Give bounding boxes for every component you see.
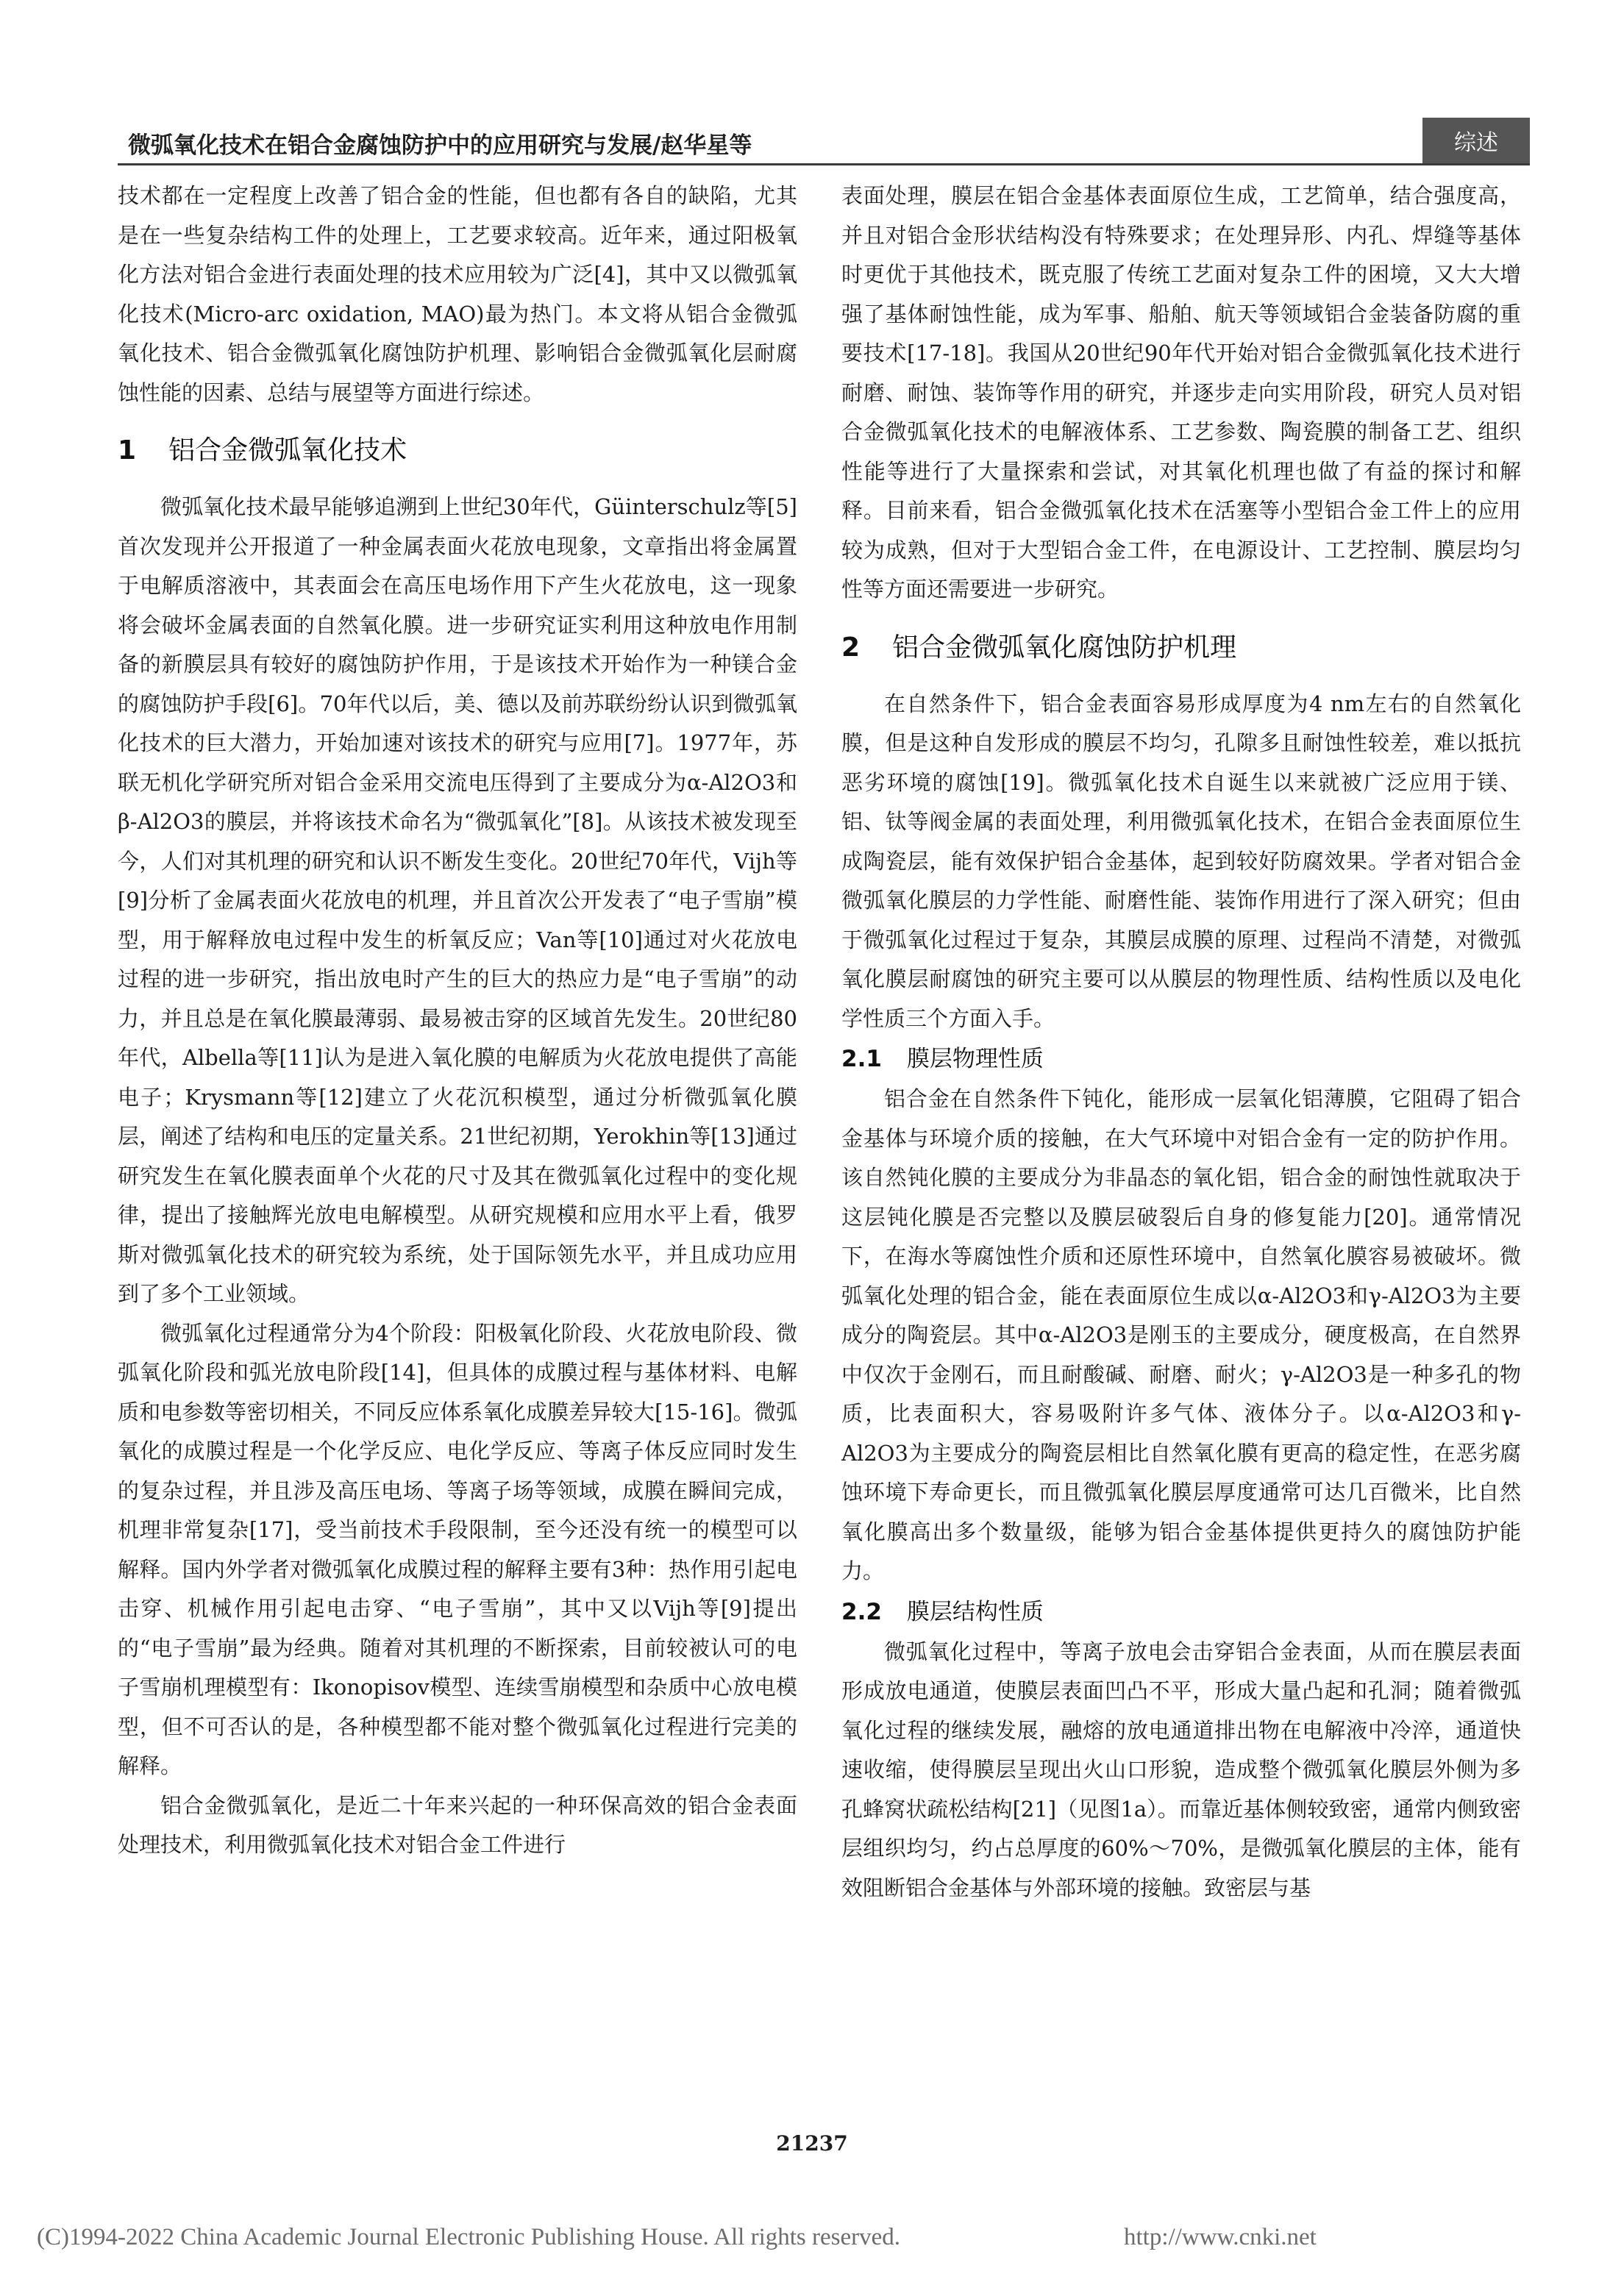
paragraph: 微弧氧化过程通常分为4个阶段：阳极氧化阶段、火花放电阶段、微弧氧化阶段和弧光放电阶段[14]，但具体的成膜过程与基体材料、电解质和电参数等密切相关，不同反应体系氧化成膜差异较大[15-16]。微弧氧化的成膜过程是一个化学反应、电化学反应、等离子体反应同时发生的复杂过程，并且涉及高压电场、等离子场等领域，成膜在瞬间完成，机理非常复杂[17]，受当前技术手段限制，至今还没有统一的模型可以解释。国内外学者对微弧氧化成膜过程的解释主要有3种：热作用引起电击穿、机械作用引起电击穿、“电子雪崩”，其中又以Vijh等[9]提出的“电子雪崩”最为经典。随着对其机理的不断探索，目前较被认可的电子雪崩机理模型有：Ikonopisov模型、连续雪崩模型和杂质中心放电模型，但不可否认的是，各种模型都不能对整个微弧氧化过程进行完美的解释。 bbox=[118, 1320, 797, 1778]
paragraph: 微弧氧化技术最早能够追溯到上世纪30年代，Güinterschulz等[5]首次发现并公开报道了一种金属表面火花放电现象，文章指出将金属置于电解质溶液中，其表面会在高压电场作用下产生火花放电，这一现象将会破坏金属表面的自然氧化膜。进一步研究证实利用这种放电作用制备的新膜层具有较好的腐蚀防护作用，于是该技术开始作为一种镁合金的腐蚀防护手段[6]。70年代以后，美、德以及前苏联纷纷认识到微弧氧化技术的巨大潜力，开始加速对该技术的研究与应用[7]。1977年，苏联无机化学研究所对铝合金采用交流电压得到了主要成分为α-Al2O3和β-Al2O3的膜层，并将该技术命名为“微弧氧化”[8]。从该技术被发现至今，人们对其机理的研究和认识不断发生变化。20世纪70年代，Vijh等[9]分析了金属表面火花放电的机理，并且首次公开发表了“电子雪崩”模型，用于解释放电过程中发生的析氧反应；Van等[10]通过对火花放电过程的进一步研究，指出放电时产生的巨大的热应力是“电子雪崩”的动力，并且总是在氧化膜最薄弱、最易被击穿的区域首先发生。20世纪80年代，Albella等[11]认为是进入氧化膜的电解质为火花放电提供了高能电子；Krysmann等[12]建立了火花沉积模型，通过分析微弧氧化膜层，阐述了结构和电压的定量关系。21世纪初期，Yerokhin等[13]通过研究发生在氧化膜表面单个火花的尺寸及其在微弧氧化过程中的变化规律，提出了接触辉光放电电解模型。从研究规模和应用水平上看，俄罗斯对微弧氧化技术的研究较为系统，处于国际领先水平，并且成功应用到了多个工业领域。 bbox=[118, 494, 797, 1306]
paragraph: 技术都在一定程度上改善了铝合金的性能，但也都有各自的缺陷，尤其是在一些复杂结构工件的处理上，工艺要求较高。近年来，通过阳极氧化方法对铝合金进行表面处理的技术应用较为广泛[4]，其中又以微弧氧化技术(Micro-arc oxidation, MAO)最为热门。本文将从铝合金微弧氧化技术、铝合金微弧氧化腐蚀防护机理、影响铝合金微弧氧化层耐腐蚀性能的因素、总结与展望等方面进行综述。 bbox=[118, 183, 797, 405]
page-number: 21237 bbox=[776, 2131, 848, 2156]
header-rule bbox=[118, 163, 1530, 165]
left-column bbox=[118, 177, 797, 1865]
right-column bbox=[841, 177, 1521, 1908]
subsection-number: 2.2 bbox=[841, 1598, 882, 1625]
subsection-title: 膜层结构性质 bbox=[906, 1598, 1044, 1625]
section-tag: 综述 bbox=[1422, 118, 1530, 163]
running-header-title: 微弧氧化技术在铝合金腐蚀防护中的应用研究与发展/赵华星等 bbox=[128, 132, 752, 159]
paragraph: 表面处理，膜层在铝合金基体表面原位生成，工艺简单，结合强度高，并且对铝合金形状结构没有特殊要求；在处理异形、内孔、焊缝等基体时更优于其他技术，既克服了传统工艺面对复杂工件的困境，又大大增强了基体耐蚀性能，成为军事、船舶、航天等领域铝合金装备防腐的重要技术[17-18]。我国从20世纪90年代开始对铝合金微弧氧化技术进行耐磨、耐蚀、装饰等作用的研究，并逐步走向实用阶段，研究人员对铝合金微弧氧化技术的电解液体系、工艺参数、陶瓷膜的制备工艺、组织性能等进行了大量探索和尝试，对其氧化机理也做了有益的探讨和解释。目前来看，铝合金微弧氧化技术在活塞等小型铝合金工件上的应用较为成熟，但对于大型铝合金工件，在电源设计、工艺控制、膜层均匀性等方面还需要进一步研究。 bbox=[841, 183, 1521, 602]
section-title: 铝合金微弧氧化技术 bbox=[168, 435, 407, 466]
section-heading-2 bbox=[841, 623, 1521, 673]
section-number: 1 bbox=[118, 435, 137, 466]
footer-copyright: (C)1994-2022 China Academic Journal Electronic Publishing House. All rights reserved. bbox=[37, 2224, 901, 2250]
paragraph: 铝合金在自然条件下钝化，能形成一层氧化铝薄膜，它阻碍了铝合金基体与环境介质的接触，在大气环境中对铝合金有一定的防护作用。该自然钝化膜的主要成分为非晶态的氧化铝，铝合金的耐蚀性就取决于这层钝化膜是否完整以及膜层破裂后自身的修复能力[20]。通常情况下，在海水等腐蚀性介质和还原性环境中，自然氧化膜容易被破坏。微弧氧化处理的铝合金，能在表面原位生成以α-Al2O3和γ-Al2O3为主要成分的陶瓷层。其中α-Al2O3是刚玉的主要成分，硬度极高，在自然界中仅次于金刚石，而且耐酸碱、耐磨、耐火；γ-Al2O3是一种多孔的物质，比表面积大，容易吸附许多气体、液体分子。以α-Al2O3和γ-Al2O3为主要成分的陶瓷层相比自然氧化膜有更高的稳定性，在恶劣腐蚀环境下寿命更长，而且微弧氧化膜层厚度通常可达几百微米，比自然氧化膜高出多个数量级，能够为铝合金基体提供更持久的腐蚀防护能力。 bbox=[841, 1086, 1521, 1583]
subsection-number: 2.1 bbox=[841, 1046, 882, 1072]
section-number: 2 bbox=[841, 632, 861, 663]
paragraph: 在自然条件下，铝合金表面容易形成厚度为4 nm左右的自然氧化膜，但是这种自发形成的膜层不均匀，孔隙多且耐蚀性较差，难以抵抗恶劣环境的腐蚀[19]。微弧氧化技术自诞生以来就被广泛应用于镁、铝、钛等阀金属的表面处理，利用微弧氧化技术，在铝合金表面原位生成陶瓷层，能有效保护铝合金基体，起到较好防腐效果。学者对铝合金微弧氧化膜层的力学性能、耐磨性能、装饰作用进行了深入研究；但由于微弧氧化过程过于复杂，其膜层成膜的原理、过程尚不清楚，对微弧氧化膜层耐腐蚀的研究主要可以从膜层的物理性质、结构性质以及电化学性质三个方面入手。 bbox=[841, 691, 1521, 1031]
paragraph: 微弧氧化过程中，等离子放电会击穿铝合金表面，从而在膜层表面形成放电通道，使膜层表面凹凸不平，形成大量凸起和孔洞；随着微弧氧化过程的继续发展，融熔的放电通道排出物在电解液中冷淬，通道快速收缩，使得膜层呈现出火山口形貌，造成整个微弧氧化膜层外侧为多孔蜂窝状疏松结构[21]（见图1a）。而靠近基体侧较致密，通常内侧致密层组织均匀，约占总厚度的60%～70%，是微弧氧化膜层的主体，能有效阻断铝合金基体与外部环境的接触。致密层与基 bbox=[841, 1639, 1521, 1900]
subsection-heading-2-1 bbox=[841, 1040, 1521, 1078]
section-title: 铝合金微弧氧化腐蚀防护机理 bbox=[892, 632, 1237, 663]
footer-url[interactable]: http://www.cnki.net bbox=[1124, 2224, 1317, 2250]
subsection-heading-2-2 bbox=[841, 1593, 1521, 1631]
subsection-title: 膜层物理性质 bbox=[906, 1046, 1044, 1072]
section-heading-1 bbox=[118, 426, 797, 476]
paragraph: 铝合金微弧氧化，是近二十年来兴起的一种环保高效的铝合金表面处理技术，利用微弧氧化技术对铝合金工件进行 bbox=[118, 1792, 797, 1857]
